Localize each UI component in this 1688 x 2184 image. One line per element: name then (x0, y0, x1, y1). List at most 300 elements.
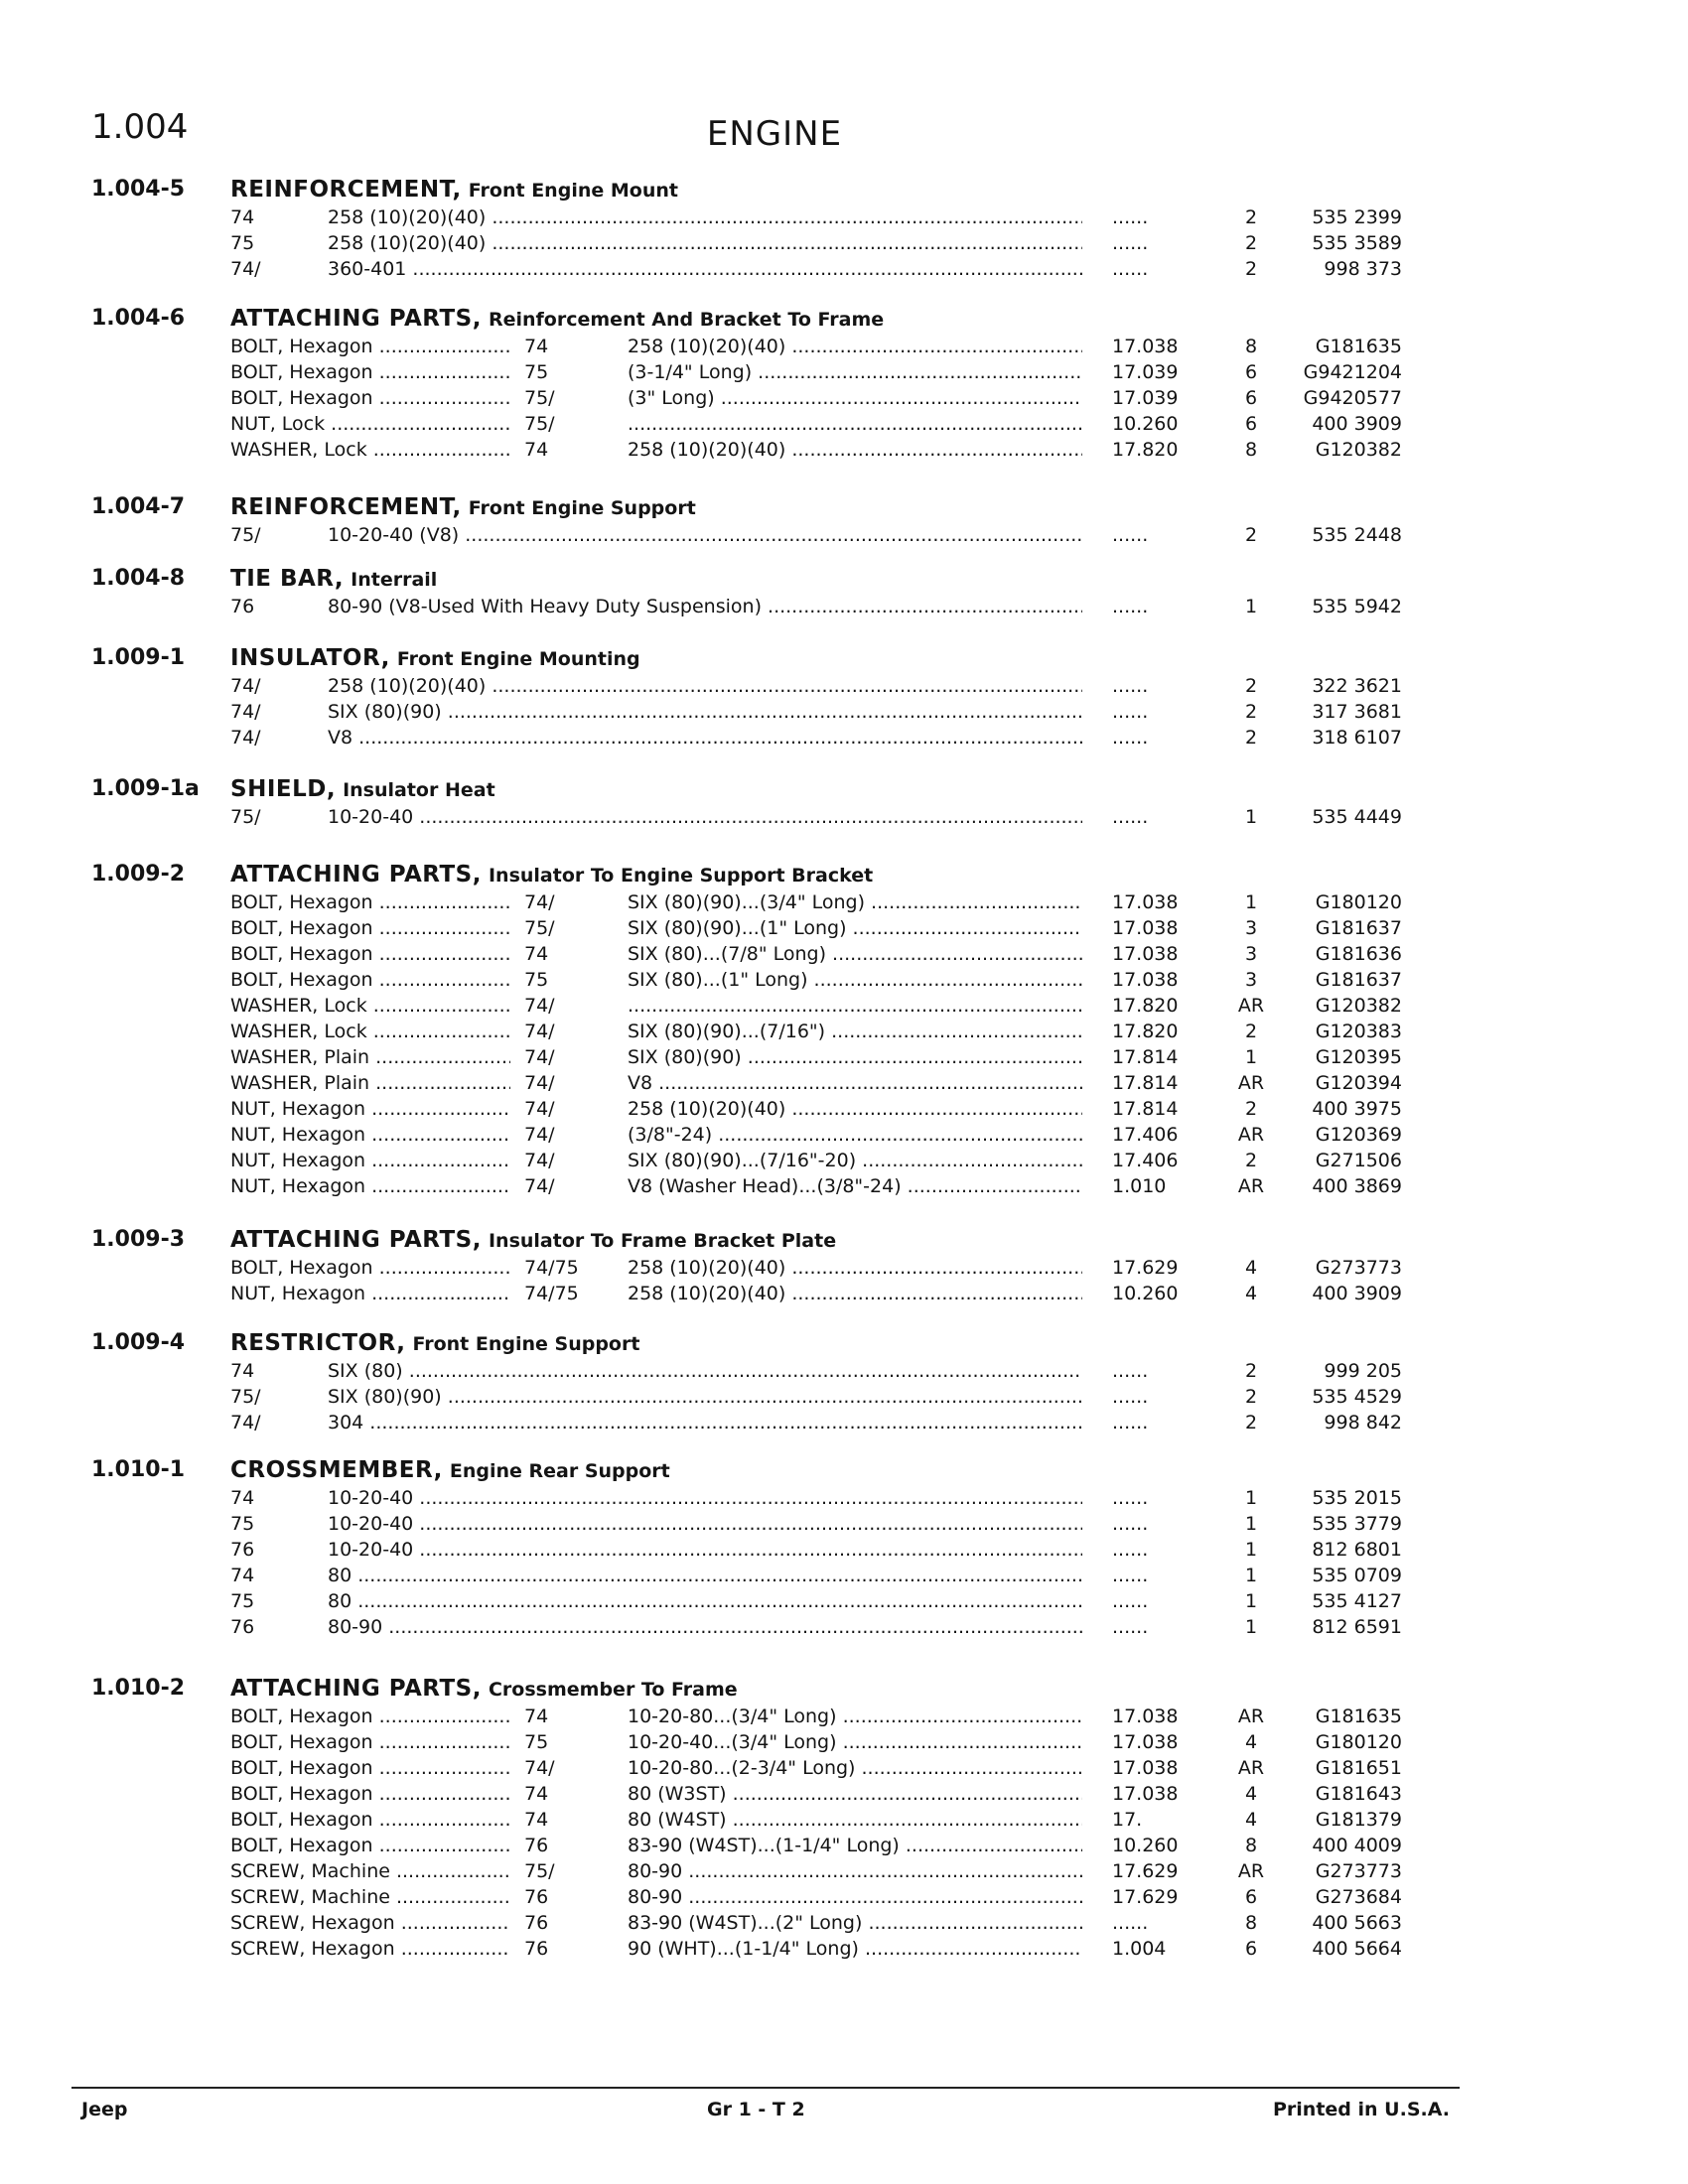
part-row (0, 1616, 1688, 1642)
page-number: 1.004 (91, 107, 189, 147)
model-code: 76 (524, 1835, 549, 1856)
part-row (0, 943, 1688, 969)
part-row (0, 1257, 1688, 1283)
quantity: 4 (1244, 1283, 1258, 1304)
part-row (0, 336, 1688, 361)
section-description: Front Engine Support (412, 1333, 640, 1355)
part-row (0, 1386, 1688, 1412)
part-name: BOLT, Hexagon ..... (230, 1706, 510, 1727)
part-detail: 258 (10)(20)(40) ..... (628, 439, 1082, 461)
part-number: G181636 (1315, 943, 1402, 965)
section-description: Crossmember To Frame (488, 1679, 738, 1701)
model-code: 74/ (230, 258, 261, 280)
part-number: G181635 (1315, 1706, 1402, 1727)
part-row (0, 1860, 1688, 1886)
part-row (0, 1072, 1688, 1098)
section-title (230, 1457, 670, 1483)
model-code: 74 (230, 1360, 255, 1382)
part-row (0, 1046, 1688, 1072)
part-name: BOLT, Hexagon ..... (230, 1809, 510, 1831)
part-number: G273773 (1315, 1257, 1402, 1279)
part-detail: 304 ..... (328, 1412, 1082, 1433)
part-row (0, 995, 1688, 1021)
quantity: 2 (1244, 727, 1258, 749)
reference: ...... (1112, 727, 1149, 749)
model-code: 74/75 (524, 1283, 579, 1304)
model-code: 74/ (524, 1046, 555, 1068)
model-code: 74 (524, 1809, 549, 1831)
part-number: 812 6801 (1312, 1539, 1402, 1561)
reference: 10.260 (1112, 413, 1179, 435)
part-detail: SIX (80)(90) ..... (628, 1046, 1082, 1068)
part-name: BOLT, Hexagon ..... (230, 917, 510, 939)
reference: 17.629 (1112, 1860, 1179, 1882)
part-number: G181379 (1315, 1809, 1402, 1831)
part-detail (628, 995, 1082, 1017)
section-number: 1.009-1 (91, 645, 186, 670)
model-code: 76 (524, 1886, 549, 1908)
part-row (0, 1757, 1688, 1783)
section-number: 1.010-1 (91, 1457, 186, 1482)
quantity: 2 (1244, 206, 1258, 228)
part-row (0, 1938, 1688, 1964)
part-detail: 258 (10)(20)(40) ..... (628, 1283, 1082, 1304)
model-code: 74 (524, 336, 549, 357)
part-detail: SIX (80)(90)...(3/4" Long) ..... (628, 891, 1082, 913)
model-code: 74/ (524, 1757, 555, 1779)
part-row (0, 1175, 1688, 1201)
section-title (230, 306, 884, 332)
part-number: G180120 (1315, 891, 1402, 913)
model-code: 75 (230, 232, 255, 254)
section-number: 1.009-4 (91, 1330, 186, 1355)
model-code: 74/ (524, 1150, 555, 1171)
part-name: SCREW, Machine ..... (230, 1860, 510, 1882)
part-number: G181643 (1315, 1783, 1402, 1805)
part-row (0, 1731, 1688, 1757)
quantity: AR (1237, 1706, 1265, 1727)
section-description: Interrail (351, 569, 438, 591)
part-number: 318 6107 (1312, 727, 1402, 749)
section-title (230, 776, 495, 802)
reference: ...... (1112, 1590, 1149, 1612)
quantity: 3 (1244, 969, 1258, 991)
reference: ...... (1112, 1513, 1149, 1535)
part-detail: 90 (WHT)...(1-1/4" Long) ..... (628, 1938, 1082, 1960)
part-row (0, 258, 1688, 284)
quantity: 6 (1244, 1886, 1258, 1908)
part-name: BOLT, Hexagon ..... (230, 336, 510, 357)
part-number: 400 3909 (1312, 1283, 1402, 1304)
reference: 17.039 (1112, 361, 1179, 383)
part-name: BOLT, Hexagon ..... (230, 891, 510, 913)
reference: 1.010 (1112, 1175, 1167, 1197)
quantity: 4 (1244, 1809, 1258, 1831)
part-detail: 80 (W3ST) ..... (628, 1783, 1082, 1805)
part-row (0, 206, 1688, 232)
reference: 17.820 (1112, 1021, 1179, 1042)
part-detail: 258 (10)(20)(40) ..... (328, 675, 1082, 697)
part-detail: 10-20-40 ..... (328, 1513, 1082, 1535)
part-number: 400 4009 (1312, 1835, 1402, 1856)
reference: 17.039 (1112, 387, 1179, 409)
part-name: NUT, Hexagon ..... (230, 1098, 510, 1120)
quantity: 2 (1244, 1412, 1258, 1433)
section-description: Front Engine Mounting (396, 648, 640, 670)
reference: 17.629 (1112, 1886, 1179, 1908)
part-detail: 10-20-80...(3/4" Long) ..... (628, 1706, 1082, 1727)
section-name: ATTACHING PARTS, (230, 306, 482, 332)
section-number: 1.010-2 (91, 1676, 186, 1701)
part-name: WASHER, Lock ..... (230, 439, 510, 461)
part-number: 317 3681 (1312, 701, 1402, 723)
part-row (0, 969, 1688, 995)
part-name: BOLT, Hexagon ..... (230, 361, 510, 383)
part-detail: 83-90 (W4ST)...(1-1/4" Long) ..... (628, 1835, 1082, 1856)
model-code: 76 (230, 1539, 255, 1561)
part-detail: SIX (80) ..... (328, 1360, 1082, 1382)
part-detail: 10-20-40...(3/4" Long) ..... (628, 1731, 1082, 1753)
part-detail: 80-90 ..... (328, 1616, 1082, 1638)
part-number: G120382 (1315, 995, 1402, 1017)
part-number: G181635 (1315, 336, 1402, 357)
part-number: 535 3779 (1312, 1513, 1402, 1535)
quantity: 2 (1244, 701, 1258, 723)
part-row (0, 596, 1688, 621)
model-code: 74/ (524, 891, 555, 913)
reference: ...... (1112, 806, 1149, 828)
part-name: NUT, Hexagon ..... (230, 1283, 510, 1304)
quantity: 8 (1244, 439, 1258, 461)
section-description: Insulator To Engine Support Bracket (488, 865, 874, 887)
part-row (0, 675, 1688, 701)
part-detail: 80 ..... (328, 1565, 1082, 1586)
part-row (0, 1360, 1688, 1386)
part-detail: 10-20-40 ..... (328, 1487, 1082, 1509)
part-detail: 80 (W4ST) ..... (628, 1809, 1082, 1831)
quantity: 3 (1244, 943, 1258, 965)
part-number: G120382 (1315, 439, 1402, 461)
part-name: SCREW, Hexagon ..... (230, 1912, 510, 1934)
part-detail: 258 (10)(20)(40) ..... (628, 1257, 1082, 1279)
section-name: REINFORCEMENT, (230, 177, 462, 203)
reference: 17. (1112, 1809, 1143, 1831)
section-name: ATTACHING PARTS, (230, 1676, 482, 1702)
quantity: 6 (1244, 361, 1258, 383)
reference: 17.038 (1112, 943, 1179, 965)
part-number: G271506 (1315, 1150, 1402, 1171)
part-row (0, 1706, 1688, 1731)
model-code: 76 (230, 1616, 255, 1638)
reference: 17.038 (1112, 1706, 1179, 1727)
model-code: 75 (524, 969, 549, 991)
part-name: BOLT, Hexagon ..... (230, 969, 510, 991)
quantity: AR (1237, 995, 1265, 1017)
model-code: 74/ (230, 701, 261, 723)
model-code: 75/ (524, 387, 555, 409)
part-row (0, 1783, 1688, 1809)
part-row (0, 1283, 1688, 1308)
part-number: 535 4529 (1312, 1386, 1402, 1408)
model-code: 74/ (230, 1412, 261, 1433)
part-number: 535 2448 (1312, 524, 1402, 546)
section-description: Engine Rear Support (449, 1460, 670, 1482)
section-number: 1.009-3 (91, 1227, 186, 1252)
quantity: 1 (1244, 1616, 1258, 1638)
section-title (230, 862, 873, 887)
reference: ...... (1112, 258, 1149, 280)
reference: ...... (1112, 1912, 1149, 1934)
reference: 17.406 (1112, 1150, 1179, 1171)
part-detail: 80 ..... (328, 1590, 1082, 1612)
part-detail: SIX (80)(90) ..... (328, 1386, 1082, 1408)
part-detail (628, 413, 1082, 435)
part-detail: 80-90 ..... (628, 1886, 1082, 1908)
reference: ...... (1112, 1487, 1149, 1509)
quantity: 2 (1244, 1021, 1258, 1042)
part-row (0, 1150, 1688, 1175)
part-detail: 258 (10)(20)(40) ..... (328, 206, 1082, 228)
quantity: 1 (1244, 891, 1258, 913)
section-name: ATTACHING PARTS, (230, 862, 482, 887)
section-title (230, 1330, 639, 1356)
reference: 10.260 (1112, 1835, 1179, 1856)
model-code: 74/ (230, 727, 261, 749)
part-row (0, 1886, 1688, 1912)
quantity: 6 (1244, 387, 1258, 409)
reference: 17.406 (1112, 1124, 1179, 1146)
part-detail: V8 ..... (328, 727, 1082, 749)
section-name: RESTRICTOR, (230, 1330, 406, 1356)
model-code: 74 (524, 943, 549, 965)
reference: ...... (1112, 1360, 1149, 1382)
quantity: 1 (1244, 1487, 1258, 1509)
part-number: 535 0709 (1312, 1565, 1402, 1586)
part-row (0, 439, 1688, 465)
part-row (0, 806, 1688, 832)
footer-brand: Jeep (81, 2099, 128, 2120)
part-number: 999 205 (1324, 1360, 1402, 1382)
section-name: CROSSMEMBER, (230, 1457, 443, 1483)
section-number: 1.004-8 (91, 566, 186, 591)
model-code: 75/ (230, 806, 261, 828)
reference: 17.814 (1112, 1072, 1179, 1094)
part-number: 400 5663 (1312, 1912, 1402, 1934)
part-detail: 80-90 ..... (628, 1860, 1082, 1882)
reference: 17.038 (1112, 1731, 1179, 1753)
part-number: 535 3589 (1312, 232, 1402, 254)
quantity: 2 (1244, 232, 1258, 254)
part-name: NUT, Hexagon ..... (230, 1175, 510, 1197)
section-name: INSULATOR, (230, 645, 390, 671)
quantity: 2 (1244, 675, 1258, 697)
part-number: G180120 (1315, 1731, 1402, 1753)
part-row (0, 1565, 1688, 1590)
section-name: ATTACHING PARTS, (230, 1227, 482, 1253)
part-number: G120383 (1315, 1021, 1402, 1042)
part-detail: SIX (80)...(7/8" Long) ..... (628, 943, 1082, 965)
quantity: AR (1237, 1860, 1265, 1882)
part-number: G9420577 (1303, 387, 1402, 409)
part-row (0, 1021, 1688, 1046)
reference: 17.814 (1112, 1098, 1179, 1120)
part-number: G181637 (1315, 969, 1402, 991)
part-detail: 10-20-80...(2-3/4" Long) ..... (628, 1757, 1082, 1779)
section-name: SHIELD, (230, 776, 337, 802)
part-number: 535 5942 (1312, 596, 1402, 617)
part-number: 322 3621 (1312, 675, 1402, 697)
part-number: G273684 (1315, 1886, 1402, 1908)
section-name: REINFORCEMENT, (230, 494, 462, 520)
part-row (0, 1124, 1688, 1150)
reference: 17.814 (1112, 1046, 1179, 1068)
reference: ...... (1112, 1386, 1149, 1408)
part-row (0, 1539, 1688, 1565)
quantity: 2 (1244, 1150, 1258, 1171)
section-name: TIE BAR, (230, 566, 345, 592)
part-number: 400 3975 (1312, 1098, 1402, 1120)
reference: 17.038 (1112, 917, 1179, 939)
section-number: 1.009-2 (91, 862, 186, 887)
part-row (0, 1835, 1688, 1860)
quantity: 2 (1244, 524, 1258, 546)
model-code: 74/ (524, 1021, 555, 1042)
quantity: 6 (1244, 413, 1258, 435)
quantity: 1 (1244, 1590, 1258, 1612)
part-number: 400 3869 (1312, 1175, 1402, 1197)
part-detail: 10-20-40 (V8) ..... (328, 524, 1082, 546)
reference: 17.038 (1112, 1757, 1179, 1779)
reference: 17.629 (1112, 1257, 1179, 1279)
model-code: 74 (524, 1706, 549, 1727)
part-name: BOLT, Hexagon ..... (230, 1757, 510, 1779)
quantity: AR (1237, 1175, 1265, 1197)
part-name: BOLT, Hexagon ..... (230, 1731, 510, 1753)
reference: ...... (1112, 596, 1149, 617)
reference: 17.820 (1112, 995, 1179, 1017)
part-detail: (3-1/4" Long) ..... (628, 361, 1082, 383)
part-number: G9421204 (1303, 361, 1402, 383)
model-code: 75 (524, 361, 549, 383)
quantity: 6 (1244, 1938, 1258, 1960)
part-name: BOLT, Hexagon ..... (230, 943, 510, 965)
part-row (0, 1487, 1688, 1513)
quantity: 4 (1244, 1731, 1258, 1753)
part-number: 535 4449 (1312, 806, 1402, 828)
part-row (0, 361, 1688, 387)
reference: 17.038 (1112, 1783, 1179, 1805)
quantity: 1 (1244, 596, 1258, 617)
part-name: NUT, Hexagon ..... (230, 1150, 510, 1171)
reference: 17.038 (1112, 891, 1179, 913)
model-code: 74/ (524, 1175, 555, 1197)
page-title: ENGINE (706, 114, 843, 154)
part-row (0, 232, 1688, 258)
part-name: SCREW, Hexagon ..... (230, 1938, 510, 1960)
section-title (230, 566, 437, 592)
section-title (230, 494, 696, 520)
model-code: 76 (524, 1938, 549, 1960)
model-code: 76 (524, 1912, 549, 1934)
part-detail: (3/8"-24) ..... (628, 1124, 1082, 1146)
part-number: G120395 (1315, 1046, 1402, 1068)
footer-divider (71, 2087, 1460, 2089)
model-code: 75/ (230, 524, 261, 546)
reference: 1.004 (1112, 1938, 1167, 1960)
reference: ...... (1112, 1412, 1149, 1433)
part-number: 998 842 (1324, 1412, 1402, 1433)
quantity: 8 (1244, 1912, 1258, 1934)
part-name: NUT, Hexagon ..... (230, 1124, 510, 1146)
part-detail: 360-401 ..... (328, 258, 1082, 280)
part-name: WASHER, Plain ..... (230, 1046, 510, 1068)
part-number: G273773 (1315, 1860, 1402, 1882)
reference: ...... (1112, 232, 1149, 254)
part-number: 535 2015 (1312, 1487, 1402, 1509)
part-detail: SIX (80)...(1" Long) ..... (628, 969, 1082, 991)
part-number: 400 5664 (1312, 1938, 1402, 1960)
quantity: 1 (1244, 1046, 1258, 1068)
part-row (0, 917, 1688, 943)
quantity: 1 (1244, 1565, 1258, 1586)
model-code: 74/ (230, 675, 261, 697)
part-row (0, 1412, 1688, 1437)
quantity: 4 (1244, 1257, 1258, 1279)
model-code: 74 (524, 1783, 549, 1805)
part-row (0, 524, 1688, 550)
section-title (230, 177, 678, 203)
model-code: 74/ (524, 1124, 555, 1146)
part-detail: 10-20-40 ..... (328, 806, 1082, 828)
part-detail: 258 (10)(20)(40) ..... (628, 1098, 1082, 1120)
part-row (0, 1098, 1688, 1124)
part-detail: 83-90 (W4ST)...(2" Long) ..... (628, 1912, 1082, 1934)
part-number: 535 4127 (1312, 1590, 1402, 1612)
section-description: Reinforcement And Bracket To Frame (488, 309, 885, 331)
part-number: G181651 (1315, 1757, 1402, 1779)
section-number: 1.004-5 (91, 177, 186, 202)
part-name: BOLT, Hexagon ..... (230, 387, 510, 409)
part-detail: 258 (10)(20)(40) ..... (628, 336, 1082, 357)
footer-group: Gr 1 - T 2 (707, 2099, 805, 2120)
part-row (0, 701, 1688, 727)
part-number: G120394 (1315, 1072, 1402, 1094)
quantity: AR (1237, 1757, 1265, 1779)
quantity: AR (1237, 1072, 1265, 1094)
reference: ...... (1112, 675, 1149, 697)
quantity: 2 (1244, 258, 1258, 280)
model-code: 74 (230, 1487, 255, 1509)
model-code: 74 (230, 1565, 255, 1586)
section-description: Insulator To Frame Bracket Plate (488, 1230, 837, 1252)
part-name: BOLT, Hexagon ..... (230, 1257, 510, 1279)
part-name: NUT, Lock ..... (230, 413, 510, 435)
quantity: 3 (1244, 917, 1258, 939)
part-row (0, 727, 1688, 752)
quantity: 8 (1244, 1835, 1258, 1856)
model-code: 76 (230, 596, 255, 617)
part-row (0, 891, 1688, 917)
reference: 17.038 (1112, 969, 1179, 991)
part-name: WASHER, Lock ..... (230, 1021, 510, 1042)
part-detail: 10-20-40 ..... (328, 1539, 1082, 1561)
part-name: BOLT, Hexagon ..... (230, 1835, 510, 1856)
section-title (230, 1227, 836, 1253)
reference: ...... (1112, 1565, 1149, 1586)
model-code: 74/ (524, 1072, 555, 1094)
part-detail: V8 (Washer Head)...(3/8"-24) ..... (628, 1175, 1082, 1197)
quantity: 8 (1244, 336, 1258, 357)
